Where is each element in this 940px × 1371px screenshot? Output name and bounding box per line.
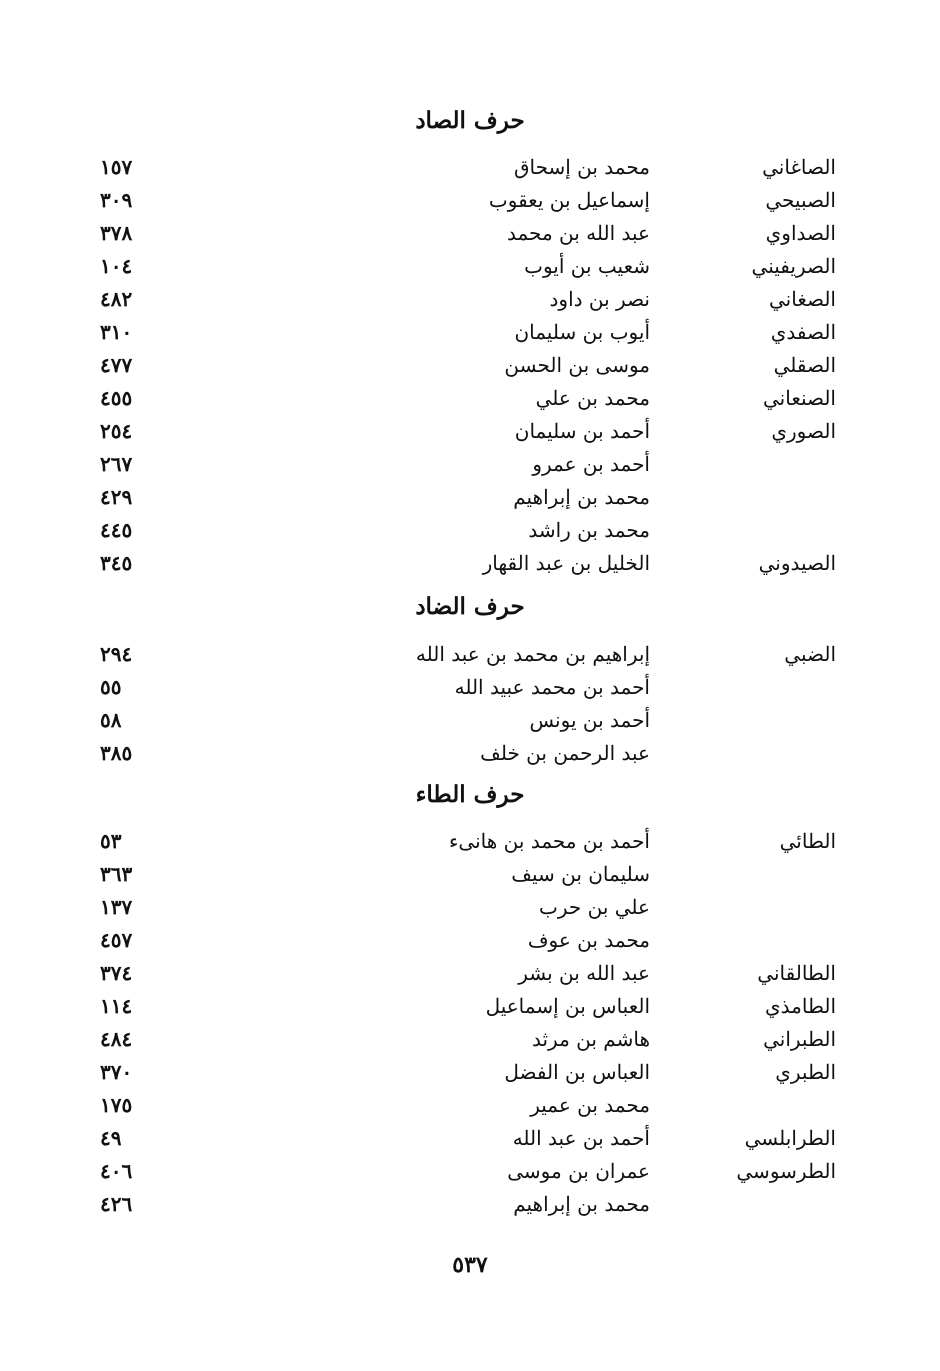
page-ref: ٢٩٤ — [100, 642, 133, 666]
page-ref: ٣٧٨ — [100, 221, 133, 245]
index-row — [0, 1156, 940, 1186]
person-name: أحمد بن محمد عبيد الله — [454, 675, 650, 699]
page-ref: ٣١٠ — [100, 320, 133, 344]
nisba: الطبري — [775, 1060, 836, 1084]
index-row — [0, 738, 940, 768]
person-name: هاشم بن مرثد — [531, 1027, 650, 1051]
index-row — [0, 1090, 940, 1120]
index-row — [0, 892, 940, 922]
index-row — [0, 383, 940, 413]
index-row — [0, 251, 940, 281]
person-name: موسى بن الحسن — [504, 353, 650, 377]
person-name: محمد بن إبراهيم — [513, 485, 650, 509]
page-ref: ٤٢٩ — [100, 485, 133, 509]
index-row — [0, 826, 940, 856]
index-row — [0, 482, 940, 512]
person-name: إبراهيم بن محمد بن عبد الله — [415, 642, 650, 666]
section-heading-dad: حرف الضاد — [415, 593, 525, 620]
page-ref: ١٧٥ — [100, 1093, 133, 1117]
index-row — [0, 672, 940, 702]
page-ref: ٤٩ — [100, 1126, 122, 1150]
index-row — [0, 515, 940, 545]
page-ref: ٣٦٣ — [100, 862, 133, 886]
page-ref: ١١٤ — [100, 994, 133, 1018]
person-name: أحمد بن يونس — [529, 708, 650, 732]
page-ref: ٤٥٥ — [100, 386, 133, 410]
page-ref: ١٣٧ — [100, 895, 133, 919]
page-ref: ٤٢٦ — [100, 1192, 133, 1216]
page-ref: ٤٠٦ — [100, 1159, 133, 1183]
section-heading-sad: حرف الصاد — [415, 107, 525, 134]
person-name: العباس بن إسماعيل — [485, 994, 650, 1018]
index-row — [0, 218, 940, 248]
nisba: الصبيحي — [765, 188, 836, 212]
page-ref: ٥٥ — [100, 675, 122, 699]
person-name: عبد الله بن محمد — [506, 221, 650, 245]
person-name: محمد بن عمير — [530, 1093, 650, 1117]
index-row — [0, 416, 940, 446]
page-number: ٥٣٧ — [452, 1252, 488, 1278]
index-row — [0, 859, 940, 889]
page-ref: ٣٨٥ — [100, 741, 133, 765]
person-name: عمران بن موسى — [507, 1159, 650, 1183]
index-row — [0, 1057, 940, 1087]
page-ref: ٣٤٥ — [100, 551, 133, 575]
person-name: محمد بن إبراهيم — [513, 1192, 650, 1216]
nisba: الصيدوني — [758, 551, 836, 575]
page-ref: ٤٤٥ — [100, 518, 133, 542]
nisba: الصوري — [771, 419, 836, 443]
person-name: محمد بن عوف — [527, 928, 650, 952]
person-name: عبد الرحمن بن خلف — [480, 741, 650, 765]
index-row — [0, 1189, 940, 1219]
page-ref: ١٥٧ — [100, 155, 133, 179]
person-name: نصر بن داود — [549, 287, 650, 311]
nisba: الصنعاني — [762, 386, 836, 410]
nisba: الصداوي — [765, 221, 836, 245]
nisba: الصقلي — [773, 353, 836, 377]
index-row — [0, 317, 940, 347]
person-name: محمد بن راشد — [528, 518, 650, 542]
person-name: شعيب بن أيوب — [524, 254, 650, 278]
page-ref: ٣٠٩ — [100, 188, 133, 212]
index-row — [0, 705, 940, 735]
person-name: أحمد بن عمرو — [532, 452, 650, 476]
page-ref: ٣٧٠ — [100, 1060, 133, 1084]
person-name: إسماعيل بن يعقوب — [488, 188, 650, 212]
nisba: الصاغاني — [762, 155, 836, 179]
person-name: محمد بن إسحاق — [513, 155, 650, 179]
index-row — [0, 1024, 940, 1054]
page-ref: ٢٦٧ — [100, 452, 133, 476]
person-name: أحمد بن محمد بن هانىء — [449, 829, 650, 853]
page-ref: ٥٣ — [100, 829, 122, 853]
nisba: الطالقاني — [757, 961, 836, 985]
index-row — [0, 350, 940, 380]
person-name: أيوب بن سليمان — [514, 320, 650, 344]
index-row — [0, 1123, 940, 1153]
nisba: الطرابلسي — [744, 1126, 836, 1150]
nisba: الصريفيني — [751, 254, 836, 278]
person-name: علي بن حرب — [539, 895, 650, 919]
nisba: الصغاني — [769, 287, 836, 311]
nisba: الطبراني — [763, 1027, 836, 1051]
index-row — [0, 284, 940, 314]
person-name: العباس بن الفضل — [504, 1060, 650, 1084]
person-name: عبد الله بن بشر — [518, 961, 650, 985]
nisba: الطائي — [779, 829, 836, 853]
index-row — [0, 449, 940, 479]
nisba: الضبي — [784, 642, 836, 666]
index-row — [0, 152, 940, 182]
page-ref: ٤٨٤ — [100, 1027, 133, 1051]
section-heading-ta: حرف الطاء — [415, 781, 525, 808]
index-row — [0, 991, 940, 1021]
page-ref: ٤٥٧ — [100, 928, 133, 952]
index-row — [0, 185, 940, 215]
person-name: أحمد بن سليمان — [514, 419, 650, 443]
page-ref: ٣٧٤ — [100, 961, 133, 985]
nisba: الطامذي — [764, 994, 836, 1018]
person-name: سليمان بن سيف — [511, 862, 650, 886]
page-ref: ٥٨ — [100, 708, 122, 732]
page-ref: ٤٧٧ — [100, 353, 133, 377]
nisba: الطرسوسي — [736, 1159, 836, 1183]
page-ref: ٤٨٢ — [100, 287, 133, 311]
nisba: الصفدي — [770, 320, 836, 344]
index-row — [0, 639, 940, 669]
page-ref: ٢٥٤ — [100, 419, 133, 443]
index-row — [0, 958, 940, 988]
person-name: أحمد بن عبد الله — [512, 1126, 650, 1150]
index-row — [0, 548, 940, 578]
index-row — [0, 925, 940, 955]
person-name: الخليل بن عبد القهار — [482, 551, 650, 575]
page-ref: ١٠٤ — [100, 254, 133, 278]
person-name: محمد بن علي — [535, 386, 650, 410]
